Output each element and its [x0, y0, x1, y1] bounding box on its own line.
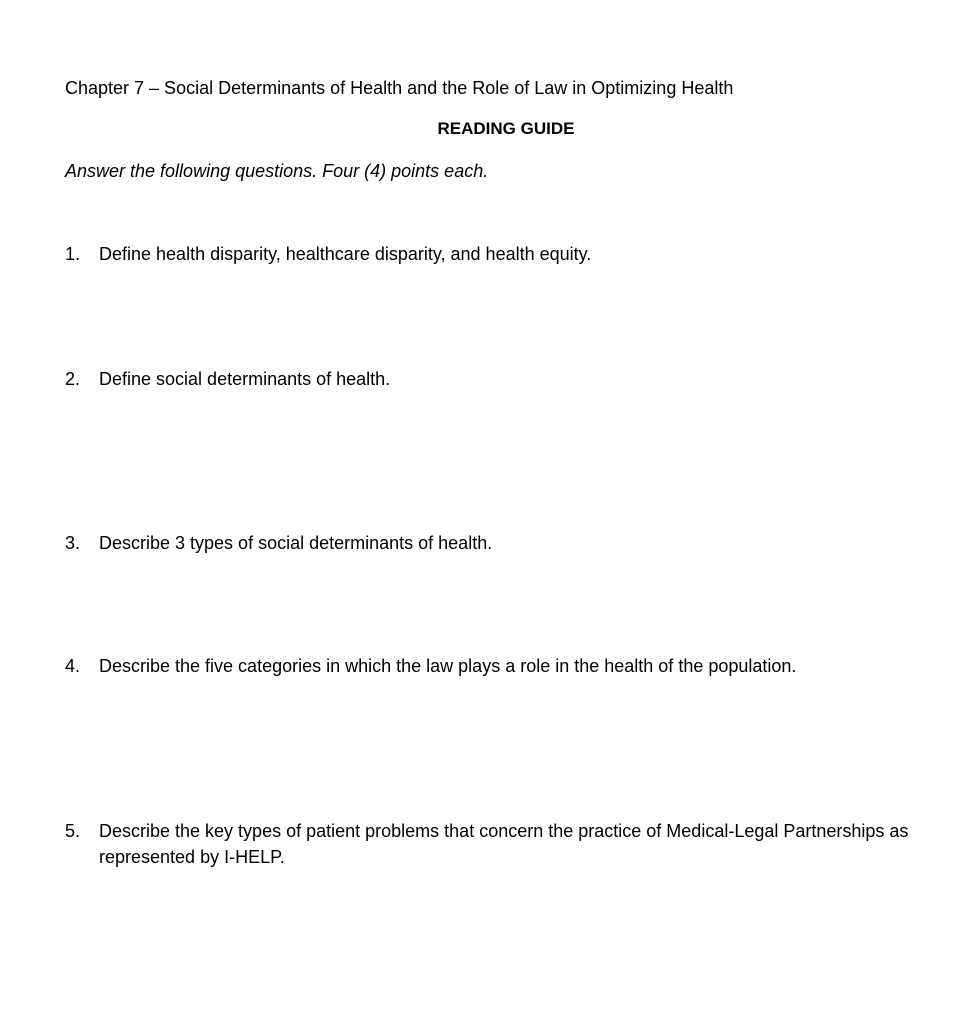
question-text: Describe the key types of patient problems that concern the practice of Medical-Legal Partnerships as represented by I-HELP.: [99, 821, 909, 867]
question-text: Describe the five categories in which the law plays a role in the health of the population.: [99, 656, 797, 676]
instructions-text: Answer the following questions. Four (4) points each.: [65, 161, 489, 181]
question-number: 2.: [65, 369, 81, 389]
question-text: Describe 3 types of social determinants of health.: [99, 533, 493, 553]
question-item: [65, 818, 945, 870]
question-item: [65, 530, 945, 556]
chapter-title: Chapter 7 – Social Determinants of Health and the Role of Law in Optimizing Health: [65, 78, 734, 98]
question-item: [65, 653, 945, 679]
question-item: [65, 366, 945, 392]
question-number: 4.: [65, 656, 81, 676]
question-number: 1.: [65, 244, 81, 264]
question-number: 3.: [65, 533, 81, 553]
question-number: 5.: [65, 821, 81, 841]
question-item: [65, 241, 945, 267]
question-text: Define health disparity, healthcare disparity, and health equity.: [99, 244, 592, 264]
question-text: Define social determinants of health.: [99, 369, 391, 389]
reading-guide-heading: READING GUIDE: [437, 119, 575, 138]
